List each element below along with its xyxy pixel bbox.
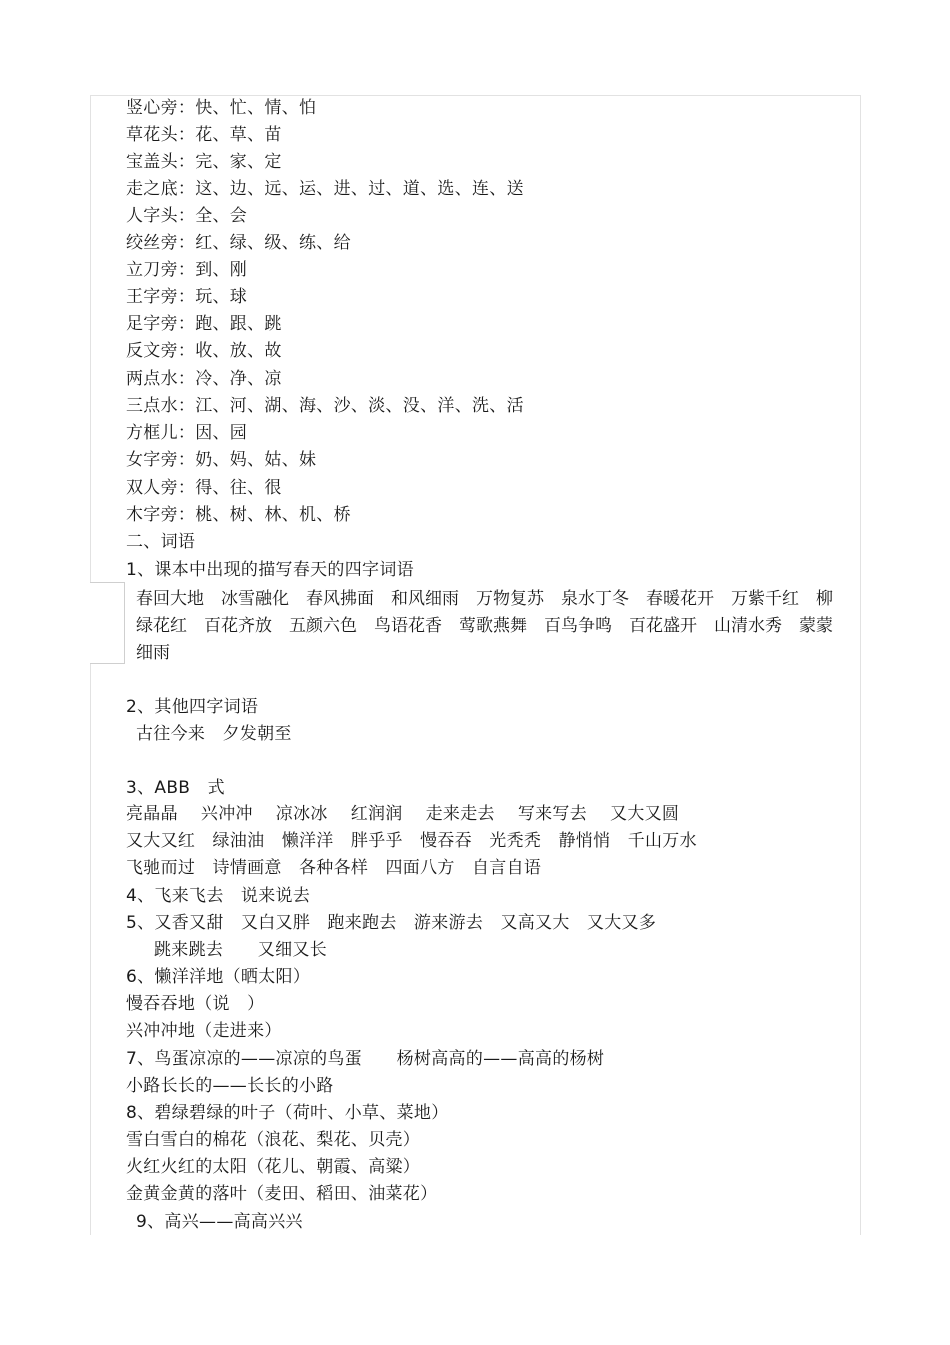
item-3-line-3: 飞驰而过 诗情画意 各种各样 四面八方 自言自语 xyxy=(126,858,542,878)
radical-line: 木字旁：桃、树、林、机、桥 xyxy=(126,505,351,525)
item-1-words-text: 春回大地 冰雪融化 春风拂面 和风细雨 万物复苏 泉水丁冬 春暖花开 万紫千红 柳绿花红 百花齐放 五颜六色 鸟语花香 莺歌燕舞 百鸟争鸣 百花盛开 山清水秀 蒙蒙细雨 xyxy=(136,589,833,663)
item-5-line-2: 跳来跳去 又细又长 xyxy=(154,940,327,960)
item-2-words: 古往今来 夕发朝至 xyxy=(136,724,292,744)
item-1-title: 1、课本中出现的描写春天的四字词语 xyxy=(126,560,414,580)
radical-line: 足字旁：跑、跟、跳 xyxy=(126,314,282,334)
item-5-line-1: 5、又香又甜 又白又胖 跑来跑去 游来游去 又高又大 又大又多 xyxy=(126,913,657,933)
item-7-line-1: 7、鸟蛋凉凉的——凉凉的鸟蛋 杨树高高的——高高的杨树 xyxy=(126,1049,605,1069)
radical-line: 双人旁：得、往、很 xyxy=(126,478,282,498)
radical-line: 立刀旁：到、刚 xyxy=(126,260,248,280)
item-9: 9、高兴——高高兴兴 xyxy=(136,1212,303,1232)
item-6-line-2: 慢吞吞地（说 ） xyxy=(126,994,265,1014)
item-4: 4、飞来飞去 说来说去 xyxy=(126,886,311,906)
item-3-line-2: 又大又红 绿油油 懒洋洋 胖乎乎 慢吞吞 光秃秃 静悄悄 千山万水 xyxy=(126,831,697,851)
radical-line: 反文旁：收、放、故 xyxy=(126,341,282,361)
radical-line: 竖心旁：快、忙、情、怕 xyxy=(126,98,317,118)
radical-line: 绞丝旁：红、绿、级、练、给 xyxy=(126,233,351,253)
radical-line: 王字旁：玩、球 xyxy=(126,287,248,307)
radical-line: 方框儿：因、园 xyxy=(126,423,248,443)
item-8-line-2: 雪白雪白的棉花（浪花、梨花、贝壳） xyxy=(126,1130,421,1150)
item-6-line-3: 兴冲冲地（走进来） xyxy=(126,1021,282,1041)
margin-bracket xyxy=(90,582,125,664)
page-frame-right xyxy=(860,95,861,1235)
radical-line: 草花头：花、草、苗 xyxy=(126,125,282,145)
radical-line: 两点水：冷、净、凉 xyxy=(126,369,282,389)
page-frame-top xyxy=(90,95,860,96)
item-3-line-1: 亮晶晶 兴冲冲 凉冰冰 红润润 走来走去 写来写去 又大又圆 xyxy=(126,804,680,824)
item-8-line-4: 金黄金黄的落叶（麦田、稻田、油菜花） xyxy=(126,1184,438,1204)
item-3-title: 3、ABB 式 xyxy=(126,778,225,798)
radical-line: 三点水：江、河、湖、海、沙、淡、没、洋、洗、活 xyxy=(126,396,524,416)
item-7-line-2: 小路长长的——长长的小路 xyxy=(126,1076,334,1096)
section-heading: 二、词语 xyxy=(126,532,196,552)
item-8-line-3: 火红火红的太阳（花儿、朝霞、高粱） xyxy=(126,1157,421,1177)
radical-line: 走之底：这、边、远、运、进、过、道、选、连、送 xyxy=(126,179,524,199)
item-1-words xyxy=(136,586,848,667)
page-frame-left xyxy=(90,95,91,1235)
item-8-line-1: 8、碧绿碧绿的叶子（荷叶、小草、菜地） xyxy=(126,1103,449,1123)
item-2-title: 2、其他四字词语 xyxy=(126,697,259,717)
radical-line: 女字旁：奶、妈、姑、妹 xyxy=(126,450,317,470)
item-6-line-1: 6、懒洋洋地（晒太阳） xyxy=(126,967,311,987)
radical-line: 宝盖头：完、家、定 xyxy=(126,152,282,172)
radical-line: 人字头：全、会 xyxy=(126,206,248,226)
